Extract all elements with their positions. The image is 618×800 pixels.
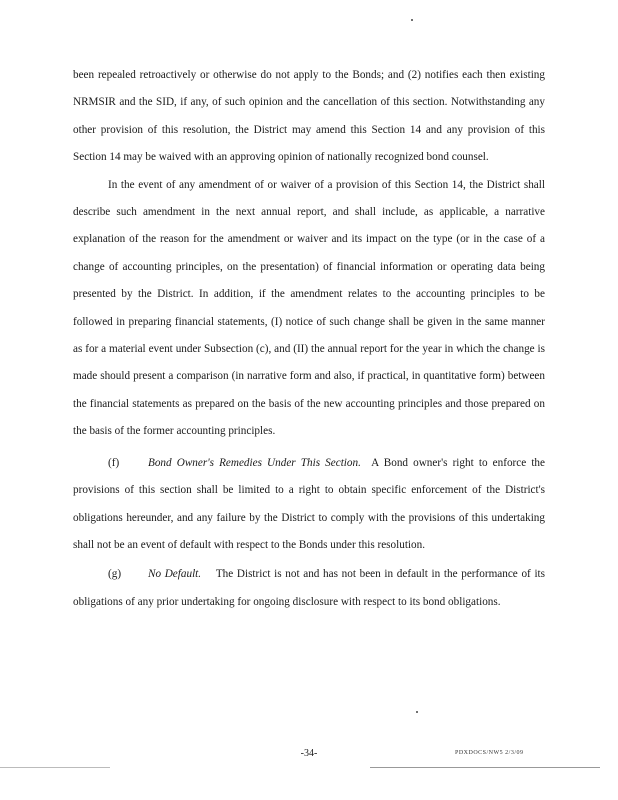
section-g-number: (g) (108, 568, 122, 581)
section-f-heading: Bond Owner's Remedies Under This Section. (148, 456, 361, 469)
section-g-paragraph (73, 561, 545, 616)
section-f-number: (f) (108, 456, 120, 469)
continuation-paragraph: been repealed retroactively or otherwise do not apply to the Bonds; and (2) notifies each then existing NRMSIR and the SID, if any, of such opinion and the cancellation of this section. Notwithstanding any other provision of this resolution, the District may amend this Section 14 and any provision of this Section 14 may be waived with an approving opinion of nationally recognized bond counsel. (73, 69, 545, 164)
body-text (73, 62, 545, 616)
section-g-heading: No Default. (148, 568, 202, 581)
scan-speck (416, 711, 418, 713)
scan-speck (411, 19, 413, 21)
document-id: PDXDOCS/NW5 2/3/09 (455, 750, 524, 756)
scan-artifact-line (370, 767, 600, 768)
section-f-body: A Bond owner's right to enforce the provisions of this section shall be limited to a right to obtain specific enforcement of the District's obligations hereunder, and any failure by the District to comply with the provisions of this undertaking shall not be an event of default with respect to the Bonds under this resolution. (73, 456, 545, 551)
page-number: -34- (300, 748, 318, 759)
section-g-body: The District is not and has not been in default in the performance of its obligations of any prior undertaking for ongoing disclosure with respect to its bond obligations. (73, 568, 546, 608)
amendment-paragraph: In the event of any amendment of or waiver of a provision of this Section 14, the District shall describe such amendment in the next annual report, and shall include, as applicable, a narrative explanation of the reason for the amendment or waiver and its impact on the type (or in the case of a change of accounting principles, on the presentation) of financial information or operating data being presented by the District. In addition, if the amendment relates to the accounting principles to be followed in preparing financial statements, (I) notice of such change shall be given in the same manner as for a material event under Subsection (c), and (II) the annual report for the year in which the change is made should present a comparison (in narrative form and also, if practical, in quantitative form) between the financial statements as prepared on the basis of the new accounting principles and those prepared on the basis of the former accounting principles. (73, 178, 545, 438)
scan-artifact-line (0, 767, 110, 768)
section-f-paragraph (73, 450, 545, 560)
